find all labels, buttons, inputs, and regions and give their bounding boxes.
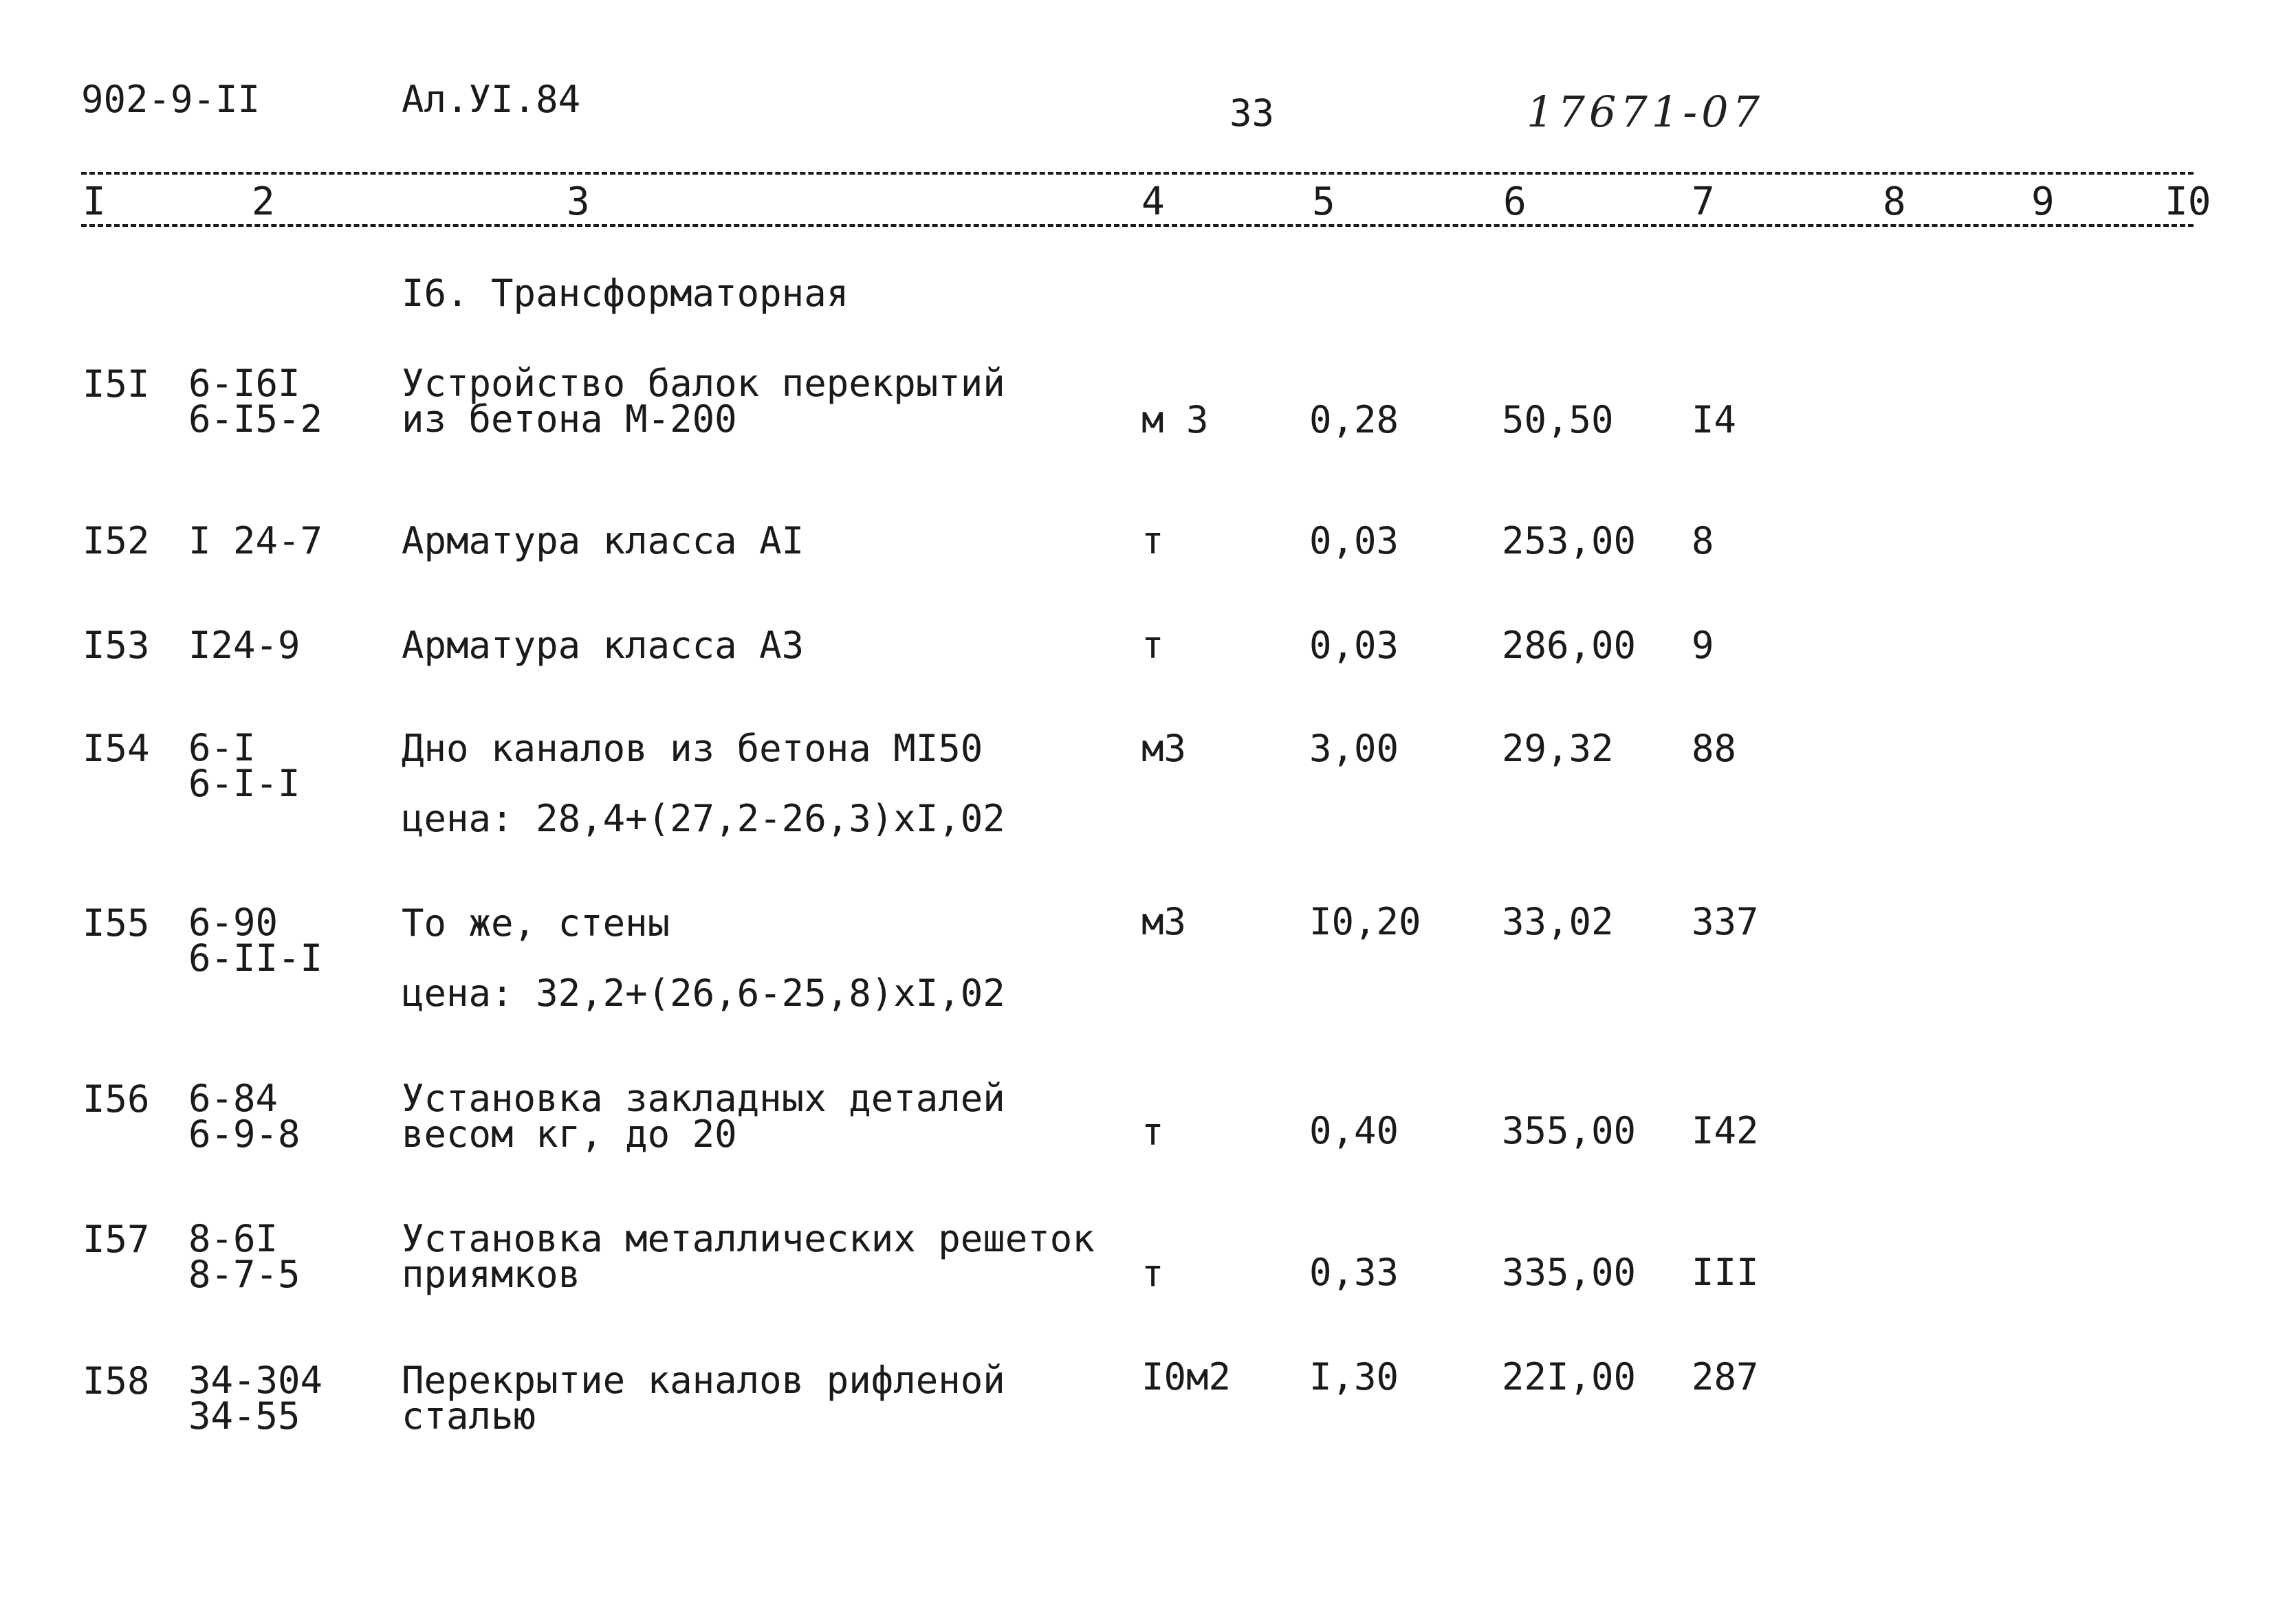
- row-unit: т: [1141, 624, 1164, 667]
- column-number-7: 7: [1692, 179, 1715, 224]
- row-price: 33,02: [1502, 900, 1614, 943]
- row-total: 337: [1692, 900, 1759, 943]
- row-code: 6-9-8: [188, 1112, 300, 1156]
- row-name: приямков: [402, 1253, 581, 1296]
- row-name: Установка закладных деталей: [402, 1077, 1005, 1120]
- row-total: III: [1692, 1251, 1759, 1294]
- row-total: 8: [1692, 519, 1714, 562]
- row-total: 287: [1692, 1355, 1759, 1398]
- inventory-number: 17671-07: [1527, 87, 1764, 137]
- row-number: I52: [83, 519, 150, 562]
- row-number: I58: [83, 1359, 150, 1403]
- row-name: Перекрытие каналов рифленой: [402, 1359, 1005, 1402]
- row-number: I56: [83, 1077, 150, 1121]
- column-number-4: 4: [1141, 179, 1165, 224]
- row-unit: м 3: [1141, 398, 1209, 441]
- row-code: 6-I-I: [188, 762, 300, 805]
- row-unit: м3: [1141, 727, 1187, 770]
- row-price: 335,00: [1502, 1251, 1637, 1294]
- section-title: I6. Трансформаторная: [402, 272, 849, 315]
- row-name: То же, стены: [402, 901, 670, 945]
- row-name: из бетона М-200: [402, 397, 737, 441]
- row-price: 22I,00: [1502, 1355, 1637, 1398]
- column-number-6: 6: [1503, 179, 1527, 224]
- row-code: 8-6I: [188, 1217, 278, 1260]
- doc-code: 902-9-II: [81, 78, 261, 121]
- row-number: I57: [83, 1218, 150, 1261]
- row-quantity: 0,03: [1309, 624, 1399, 667]
- album-code: Ал.УI.84: [402, 78, 581, 121]
- row-name: Дно каналов из бетона МI50: [402, 727, 983, 770]
- row-unit: т: [1141, 1252, 1164, 1295]
- row-price: 50,50: [1502, 398, 1614, 441]
- row-price: 286,00: [1502, 624, 1637, 667]
- row-number: I5I: [83, 362, 150, 406]
- row-code: 6-I5-2: [188, 397, 323, 441]
- top-dashed-rule: [81, 172, 2194, 175]
- row-quantity: 3,00: [1309, 727, 1399, 770]
- row-code: 6-84: [188, 1077, 278, 1120]
- row-code: 6-I6I: [188, 362, 300, 405]
- bottom-dashed-rule: [81, 224, 2194, 227]
- row-unit: т: [1141, 1110, 1164, 1154]
- row-quantity: 0,28: [1309, 398, 1399, 441]
- row-number: I55: [83, 901, 150, 945]
- row-quantity: 0,33: [1309, 1251, 1399, 1294]
- row-total: 88: [1692, 727, 1737, 770]
- row-code: 8-7-5: [188, 1253, 300, 1296]
- column-number-3: 3: [567, 179, 590, 224]
- row-unit: м3: [1141, 900, 1187, 943]
- row-code: 34-55: [188, 1394, 300, 1438]
- row-name: весом кг, до 20: [402, 1112, 737, 1156]
- row-code: 6-90: [188, 901, 278, 944]
- row-total: 9: [1692, 624, 1714, 667]
- row-number: I54: [83, 727, 150, 770]
- row-total: I4: [1692, 398, 1737, 441]
- row-code: 6-II-I: [188, 936, 323, 980]
- row-unit: I0м2: [1141, 1355, 1232, 1398]
- row-price: 29,32: [1502, 727, 1614, 770]
- row-code: I 24-7: [188, 519, 323, 562]
- column-number-2: 2: [252, 179, 275, 224]
- row-name: Устройство балок перекрытий: [402, 362, 1005, 405]
- column-number-5: 5: [1312, 179, 1335, 224]
- row-name: сталью: [402, 1394, 536, 1438]
- row-price-note: цена: 32,2+(26,6-25,8)хI,02: [402, 972, 1005, 1015]
- row-number: I53: [83, 624, 150, 667]
- row-quantity: 0,40: [1309, 1109, 1399, 1152]
- column-number-8: 8: [1883, 179, 1906, 224]
- row-code: 6-I: [188, 726, 256, 769]
- page-number: 33: [1229, 91, 1275, 135]
- row-price-note: цена: 28,4+(27,2-26,3)хI,02: [402, 797, 1005, 840]
- row-name: Арматура класса А3: [402, 624, 805, 667]
- row-code: I24-9: [188, 624, 300, 667]
- row-unit: т: [1141, 519, 1164, 562]
- row-total: I42: [1692, 1109, 1759, 1152]
- row-code: 34-304: [188, 1359, 323, 1402]
- column-number-10: I0: [2165, 179, 2211, 224]
- column-number-9: 9: [2031, 179, 2055, 224]
- row-quantity: I,30: [1309, 1355, 1399, 1398]
- row-quantity: I0,20: [1309, 900, 1421, 943]
- row-name: Установка металлических решеток: [402, 1217, 1095, 1260]
- row-quantity: 0,03: [1309, 519, 1399, 562]
- column-number-1: I: [83, 179, 106, 224]
- row-price: 355,00: [1502, 1109, 1637, 1152]
- row-name: Арматура класса АI: [402, 519, 805, 562]
- row-price: 253,00: [1502, 519, 1637, 562]
